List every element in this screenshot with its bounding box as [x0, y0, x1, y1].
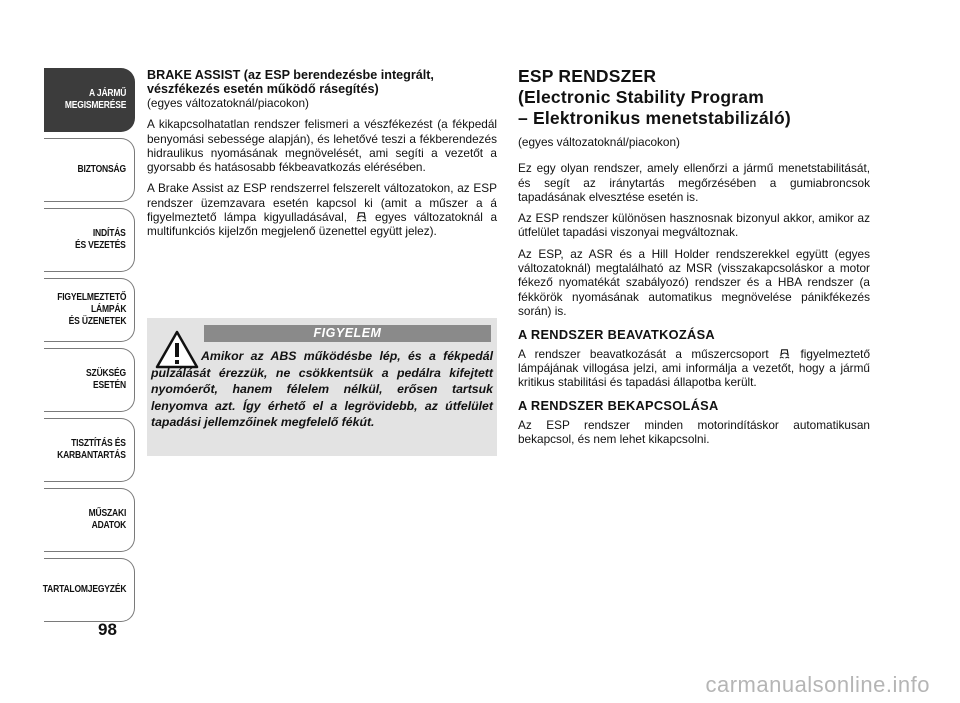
tab-label: FIGYELMEZTETŐ LÁMPÁK ÉS ÜZENETEK — [56, 292, 126, 327]
paragraph: Ez egy olyan rendszer, amely ellenőrzi a jármű menetstabilitását, és segít az iránytartás megőrzésében a gumiabroncsok tapadásának elvesztése esetén is. — [518, 161, 870, 204]
paragraph: A kikapcsolhatatlan rendszer felismeri a vészfékezést (a fékpedál benyomási sebessége alapján), és lehetővé teszi a fékberendezés hidraulikus nyomásának megnövelését, ami segíti a vezetőt a gyorsabb és hatásosabb fékbeavatkozás elérésében. — [147, 117, 497, 175]
section-title: ESP RENDSZER — [518, 66, 657, 86]
tab-starting-driving[interactable] — [44, 208, 135, 272]
watermark: carmanualsonline.info — [705, 672, 930, 697]
paragraph-text: figyelmeztető lámpájának villogása jelzi, ami informálja a vezetőt, hogy a jármű kritikus stabilitási és tapadási állapotba került. — [518, 346, 871, 390]
paragraph: Az ESP rendszer különösen hasznosnak bizonyul akkor, amikor az útfelület tapadási viszonyai megváltoznak. — [518, 211, 870, 240]
tab-maintenance[interactable] — [44, 418, 135, 482]
tab-label: TARTALOMJEGYZÉK — [42, 584, 126, 595]
paragraph: Az ESP, az ASR és a Hill Holder rendszerekkel együtt (egyes változatoknál) megtalálható az MSR (visszakapcsoláskor a motor fékező nyomatékát szabályozó) rendszer és a HBA rendszer (a fékkörök nyomásának automatikus megnövelése pánikfékezés során) is. — [518, 246, 870, 318]
warning-body: Amikor az ABS működésbe lép, és a fékpedál pulzálását érezzük, ne csökkentsük a pedálra kifejtett nyomóerőt, hanem félelem nélkül, erősen tartsuk lenyomva azt. Így érhető el a legrövidebb, az útfelület tapadási jellemzőinek megfelelő fékút. — [151, 349, 493, 429]
tab-label: INDÍTÁS ÉS VEZETÉS — [75, 228, 126, 251]
tab-emergency[interactable] — [44, 348, 135, 412]
esp-warning-icon — [778, 347, 791, 360]
section-title: (Electronic Stability Program — [518, 87, 764, 107]
tab-index[interactable] — [44, 558, 135, 622]
tab-warning-lights[interactable] — [44, 278, 135, 342]
section-heading: BRAKE ASSIST (az ESP berendezésbe integrált, vészfékezés esetén működő rásegítés) — [147, 68, 434, 96]
esp-warning-icon — [355, 210, 368, 223]
section-note: (egyes változatoknál/piacokon) — [147, 96, 309, 110]
paragraph-text: A Brake Assist az ESP rendszerrel felszerelt változatokon, az ESP rendszer üzemzavara esetén kapcsol ki (amit a műszer a á figyelmeztető lámpa kigyulladásával, — [147, 181, 497, 225]
warning-text — [151, 348, 493, 431]
paragraph-text: A rendszer beavatkozását a műszercsoport — [518, 346, 769, 361]
section-title: – Elektronikus menetstabilizáló) — [518, 108, 791, 128]
section-note: (egyes változatoknál/piacokon) — [518, 135, 680, 149]
tab-technical-data[interactable] — [44, 488, 135, 552]
tab-label: TISZTÍTÁS ÉS KARBANTARTÁS — [57, 438, 126, 461]
esp-section — [518, 66, 870, 453]
tab-vehicle-intro[interactable] — [44, 68, 135, 132]
tab-label: SZÜKSÉG ESETÉN — [86, 368, 126, 391]
paragraph — [518, 347, 870, 390]
paragraph-text: egyes változatoknál a multifunkciós kijelzőn megjelenő üzenettel együtt jelez). — [147, 210, 497, 239]
warning-box — [147, 318, 497, 456]
paragraph — [147, 181, 497, 238]
tab-label: BIZTONSÁG — [77, 164, 126, 175]
page-number: 98 — [98, 620, 117, 639]
tab-label: A JÁRMŰ MEGISMERÉSE — [64, 88, 126, 111]
warning-title: FIGYELEM — [204, 325, 491, 342]
tab-safety[interactable] — [44, 138, 135, 202]
brake-assist-section — [147, 68, 497, 246]
subheading: A RENDSZER BEKAPCSOLÁSA — [518, 398, 719, 414]
subheading: A RENDSZER BEAVATKOZÁSA — [518, 327, 715, 343]
paragraph: Az ESP rendszer minden motorindításkor automatikusan bekapcsol, és nem lehet kikapcsolni. — [518, 417, 870, 447]
tab-label: MŰSZAKI ADATOK — [88, 508, 126, 531]
